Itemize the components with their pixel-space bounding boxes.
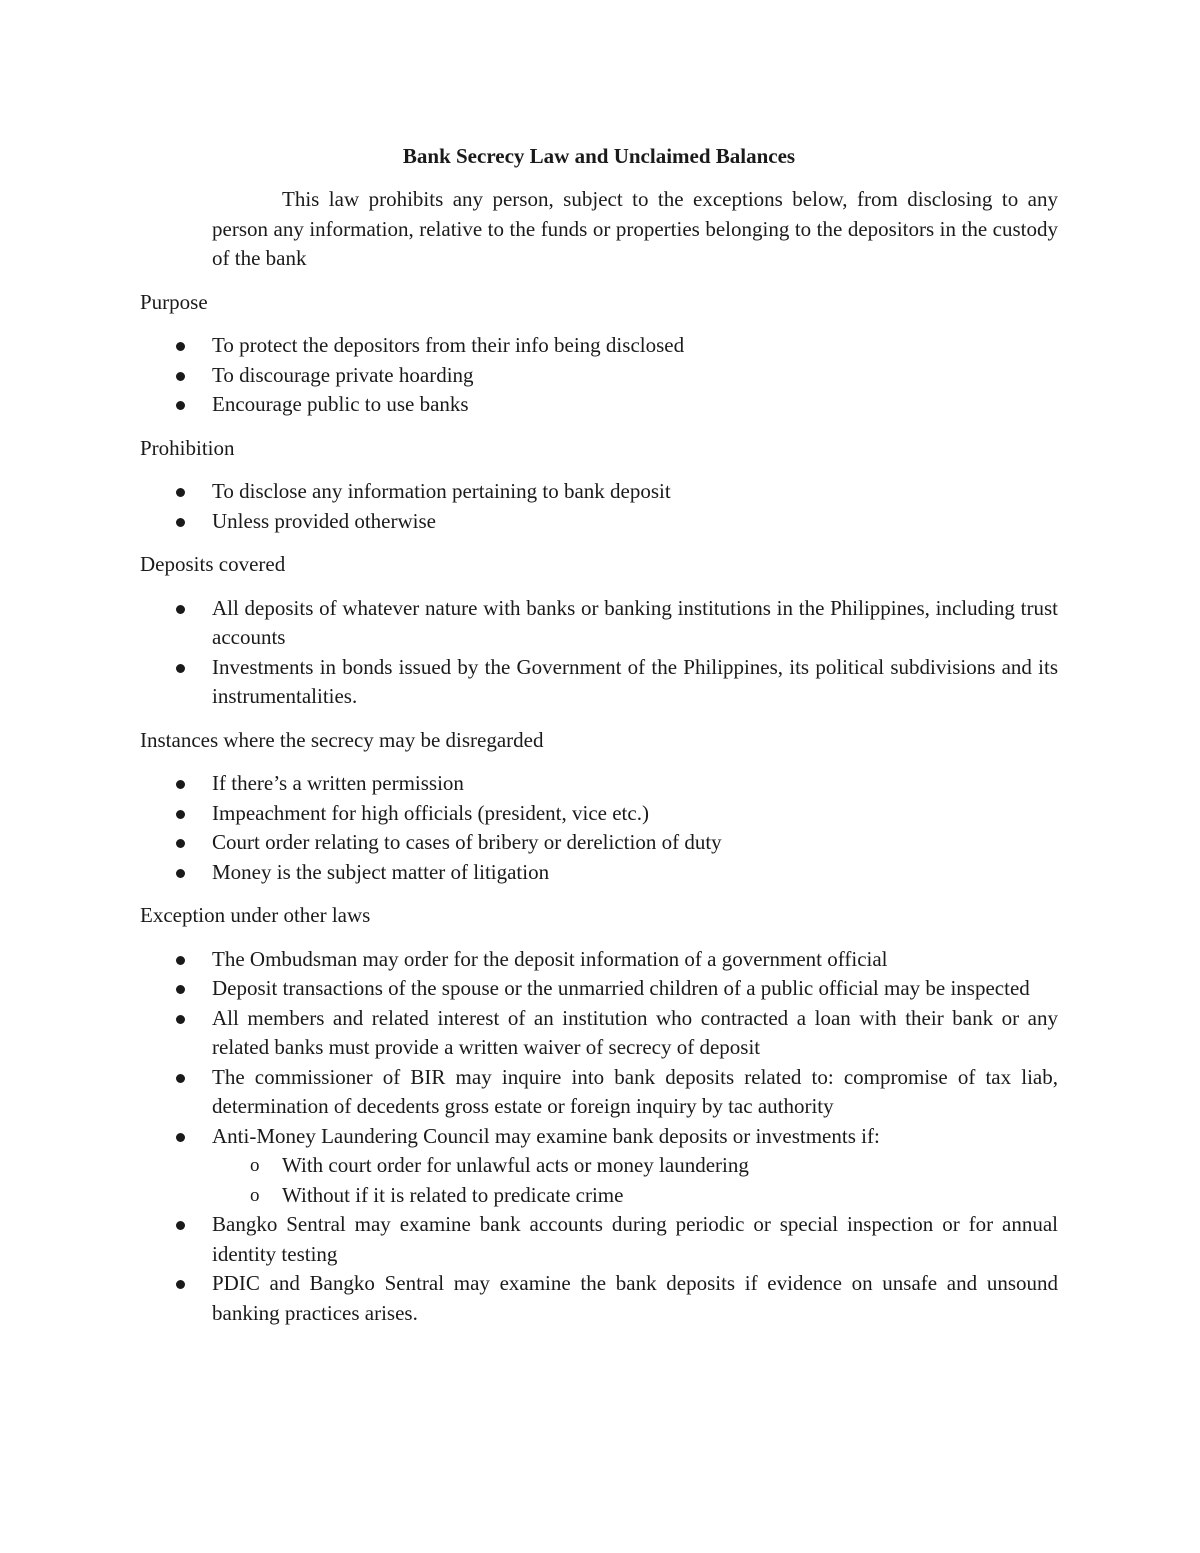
bullet-icon	[176, 1133, 185, 1142]
bullet-list-instances	[140, 769, 1058, 887]
bullet-icon	[176, 342, 185, 351]
bullet-icon	[176, 810, 185, 819]
section-heading-deposits-covered: Deposits covered	[140, 552, 286, 576]
sub-list-item: o With court order for unlawful acts or money laundering	[212, 1151, 1058, 1181]
bullet-icon	[176, 605, 185, 614]
bullet-icon	[176, 488, 185, 497]
list-item: All members and related interest of an institution who contracted a loan with their bank or any related banks must provide a written waiver of secrecy of deposit	[140, 1004, 1058, 1063]
circle-bullet-icon: o	[250, 1155, 260, 1176]
list-item: Deposit transactions of the spouse or the unmarried children of a public official may be inspected	[140, 974, 1058, 1004]
bullet-icon	[176, 1280, 185, 1289]
list-item: Bangko Sentral may examine bank accounts during periodic or special inspection or for annual identity testing	[140, 1210, 1058, 1269]
bullet-list-exceptions	[140, 945, 1058, 1329]
circle-bullet-icon: o	[250, 1184, 260, 1206]
list-item: Encourage public to use banks	[140, 390, 1058, 420]
document-title: Bank Secrecy Law and Unclaimed Balances	[402, 144, 796, 168]
list-item: Unless provided otherwise	[140, 507, 1058, 537]
section-heading-purpose: Purpose	[140, 289, 208, 314]
bullet-icon	[176, 1015, 185, 1024]
bullet-icon	[176, 780, 185, 789]
list-item: Court order relating to cases of bribery or dereliction of duty	[140, 828, 1058, 858]
sub-bullet-list	[212, 1151, 1058, 1210]
bullet-icon	[176, 664, 185, 673]
list-item: All deposits of whatever nature with banks or banking institutions in the Philippines, including trust accounts	[140, 594, 1058, 653]
bullet-list-prohibition	[140, 477, 1058, 536]
bullet-icon	[176, 985, 185, 994]
bullet-icon	[176, 869, 185, 878]
list-item: To protect the depositors from their info being disclosed	[140, 331, 1058, 361]
list-item: To disclose any information pertaining to bank deposit	[140, 477, 1058, 507]
bullet-icon	[176, 1074, 185, 1083]
intro-paragraph: This law prohibits any person, subject to the exceptions below, from disclosing to any person any information, relative to the funds or properties belonging to the depositors in the custody of the bank	[212, 187, 1058, 270]
bullet-icon	[176, 1221, 185, 1230]
section-heading-exceptions: Exception under other laws	[140, 903, 371, 927]
list-item: The commissioner of BIR may inquire into bank deposits related to: compromise of tax liab, determination of decedents gross estate or foreign inquiry by tac authority	[140, 1063, 1058, 1122]
document-page	[140, 141, 1058, 1328]
sub-list-item: o Without if it is related to predicate crime	[212, 1181, 1058, 1211]
bullet-list-deposits-covered	[140, 594, 1058, 712]
section-heading-prohibition: Prohibition	[140, 435, 235, 460]
list-item: To discourage private hoarding	[140, 361, 1058, 391]
bullet-list-purpose	[140, 331, 1058, 420]
list-item: PDIC and Bangko Sentral may examine the bank deposits if evidence on unsafe and unsound banking practices arises.	[140, 1269, 1058, 1328]
list-item: Money is the subject matter of litigation	[140, 858, 1058, 888]
list-item: Anti-Money Laundering Council may examine bank deposits or investments if: o With court order for unlawful acts or money laundering o Without if it is related to predicate crime	[140, 1122, 1058, 1211]
bullet-icon	[176, 372, 185, 381]
bullet-icon	[176, 839, 185, 848]
list-item: Impeachment for high officials (president, vice etc.)	[140, 799, 1058, 829]
list-item: The Ombudsman may order for the deposit information of a government official	[140, 945, 1058, 975]
section-heading-instances: Instances where the secrecy may be disregarded	[140, 727, 544, 752]
list-item: Investments in bonds issued by the Government of the Philippines, its political subdivisions and its instrumentalities.	[140, 653, 1058, 712]
list-item: If there’s a written permission	[140, 769, 1058, 799]
bullet-icon	[176, 518, 185, 527]
bullet-icon	[176, 956, 185, 965]
bullet-icon	[176, 401, 185, 410]
